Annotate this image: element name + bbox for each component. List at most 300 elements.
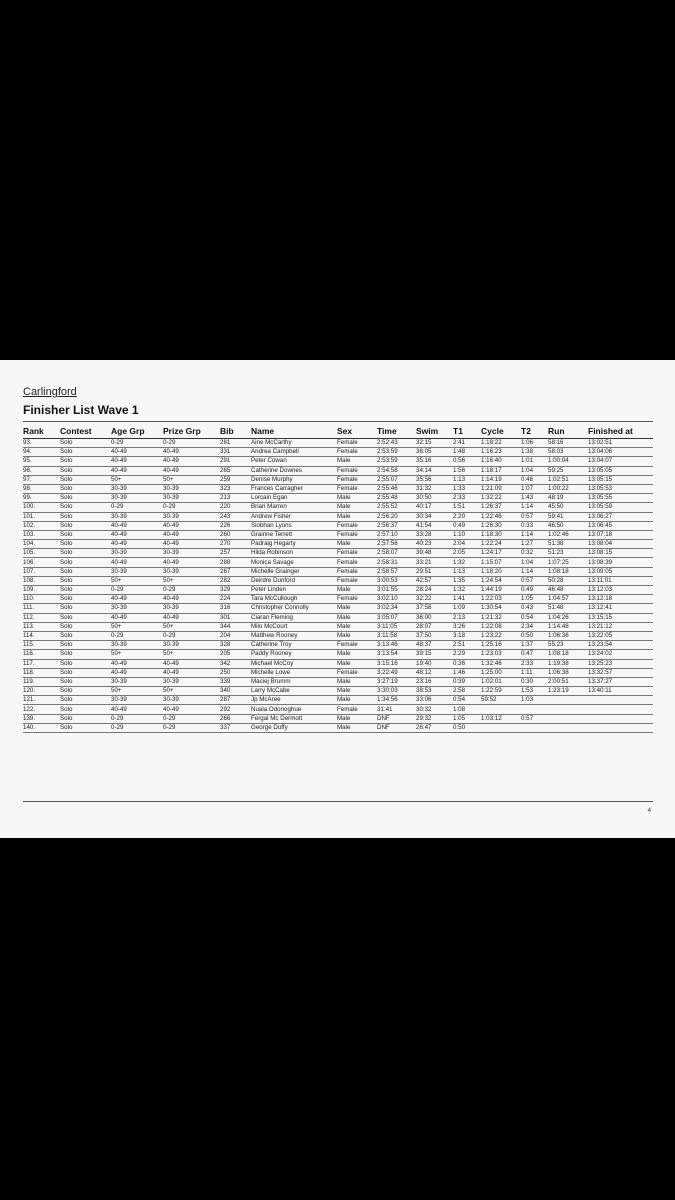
table-cell: 40-49	[163, 668, 220, 677]
table-cell: 40-49	[111, 521, 163, 530]
table-cell: 265	[220, 466, 251, 475]
table-cell: 1:25:00	[481, 668, 521, 677]
table-cell: Solo	[60, 567, 111, 576]
table-cell: 51:38	[548, 540, 588, 549]
table-cell: 112.	[23, 613, 60, 622]
table-cell: Matthew Rooney	[251, 631, 337, 640]
table-cell: 0:50	[453, 723, 481, 732]
table-cell: 40-49	[111, 466, 163, 475]
table-cell: 339	[220, 677, 251, 686]
table-cell: 224	[220, 595, 251, 604]
table-cell: 40-49	[163, 448, 220, 457]
table-cell: Female	[337, 549, 377, 558]
table-cell: 213	[220, 494, 251, 503]
table-cell: 51:23	[548, 549, 588, 558]
table-cell: 94.	[23, 448, 60, 457]
table-cell: 30-39	[111, 604, 163, 613]
table-row	[23, 484, 653, 493]
table-cell: 1:23:03	[481, 650, 521, 659]
table-row	[23, 558, 653, 567]
table-cell: 95.	[23, 457, 60, 466]
table-cell: 40-49	[163, 466, 220, 475]
table-cell: Catherine Downes	[251, 466, 337, 475]
table-cell: 0:56	[453, 457, 481, 466]
table-cell: 1:08:18	[548, 567, 588, 576]
table-cell: Solo	[60, 466, 111, 475]
table-cell: 1:32	[453, 586, 481, 595]
table-cell: 13:08:39	[588, 558, 653, 567]
column-header: Run	[548, 424, 588, 439]
table-cell: Michael McCoy	[251, 659, 337, 668]
table-cell: 331	[220, 448, 251, 457]
table-cell: 40-49	[111, 668, 163, 677]
table-cell: Solo	[60, 613, 111, 622]
table-cell: Male	[337, 677, 377, 686]
table-cell: 28:07	[416, 622, 453, 631]
table-cell	[588, 723, 653, 732]
table-cell: 1:21:32	[481, 613, 521, 622]
table-cell: 48:12	[416, 668, 453, 677]
table-cell: 1:05	[521, 595, 548, 604]
table-cell: 1:23:22	[481, 631, 521, 640]
table-cell: Male	[337, 696, 377, 705]
table-cell: Solo	[60, 687, 111, 696]
table-cell: 259	[220, 475, 251, 484]
table-cell: 114.	[23, 631, 60, 640]
table-cell: 2:29	[453, 650, 481, 659]
table-cell: 97.	[23, 475, 60, 484]
table-cell: 204	[220, 631, 251, 640]
table-cell: Solo	[60, 439, 111, 448]
table-cell: 13:40:11	[588, 687, 653, 696]
table-cell: 13:02:51	[588, 439, 653, 448]
table-cell: 1:34:56	[377, 696, 416, 705]
table-cell: George Duffy	[251, 723, 337, 732]
table-cell: 36:05	[416, 448, 453, 457]
table-cell: Male	[337, 494, 377, 503]
table-cell: 13:05:59	[588, 503, 653, 512]
table-row	[23, 567, 653, 576]
column-header: Name	[251, 424, 337, 439]
table-cell: 13:06:45	[588, 521, 653, 530]
table-cell: 0:39	[453, 677, 481, 686]
table-cell: 33:28	[416, 530, 453, 539]
table-cell: 1:18:20	[481, 567, 521, 576]
table-cell: 30-39	[163, 677, 220, 686]
table-cell: 1:26:37	[481, 503, 521, 512]
table-cell: 1:22:24	[481, 540, 521, 549]
table-cell: 260	[220, 530, 251, 539]
table-cell: 0:54	[453, 696, 481, 705]
table-cell: Male	[337, 586, 377, 595]
table-cell: Aine McCarthy	[251, 439, 337, 448]
table-cell: 40-49	[163, 595, 220, 604]
top-rule	[23, 421, 653, 422]
table-cell: 1:24:17	[481, 549, 521, 558]
table-cell: 0:49	[521, 586, 548, 595]
table-row	[23, 512, 653, 521]
table-cell: 2:05	[453, 549, 481, 558]
table-cell: 13:05:55	[588, 494, 653, 503]
table-cell: 2:34	[521, 622, 548, 631]
table-cell: 2:20	[453, 512, 481, 521]
column-header: Age Grp	[111, 424, 163, 439]
table-cell: Siobhan Lyons	[251, 521, 337, 530]
table-cell: 1:19:38	[548, 659, 588, 668]
table-cell: 1:10	[453, 530, 481, 539]
table-cell: Solo	[60, 659, 111, 668]
table-cell: 30:34	[416, 512, 453, 521]
table-cell: 58:16	[548, 439, 588, 448]
table-cell: 30-39	[111, 484, 163, 493]
table-cell: Solo	[60, 622, 111, 631]
table-cell: Lorcain Egan	[251, 494, 337, 503]
table-row	[23, 457, 653, 466]
table-cell: 2:52:43	[377, 439, 416, 448]
table-cell: 1:27	[521, 540, 548, 549]
table-cell: Ciaran Fleming	[251, 613, 337, 622]
column-header: Sex	[337, 424, 377, 439]
table-cell: 13:08:15	[588, 549, 653, 558]
table-cell: 33:21	[416, 558, 453, 567]
table-cell: Female	[337, 530, 377, 539]
table-cell: 1:04:26	[548, 613, 588, 622]
table-cell: 0:57	[521, 512, 548, 521]
table-cell: Male	[337, 540, 377, 549]
table-cell: 1:53	[521, 687, 548, 696]
table-cell: 110.	[23, 595, 60, 604]
table-cell: 13:12:18	[588, 595, 653, 604]
table-cell: 0-29	[111, 714, 163, 723]
table-cell: 115.	[23, 641, 60, 650]
table-cell	[548, 696, 588, 705]
table-row	[23, 613, 653, 622]
table-cell: 288	[220, 558, 251, 567]
table-cell	[481, 723, 521, 732]
table-cell: 40-49	[111, 540, 163, 549]
table-cell: 50+	[163, 576, 220, 585]
table-row	[23, 439, 653, 448]
table-cell: 1:23:19	[548, 687, 588, 696]
table-cell: 1:08	[453, 705, 481, 714]
table-cell: 38:53	[416, 687, 453, 696]
table-cell: Male	[337, 613, 377, 622]
table-cell: 30-39	[163, 494, 220, 503]
table-cell: 0:54	[521, 613, 548, 622]
table-cell: 1:18:22	[481, 439, 521, 448]
table-cell: 13:04:07	[588, 457, 653, 466]
table-cell: 1:07:25	[548, 558, 588, 567]
table-cell: 19:40	[416, 659, 453, 668]
table-cell: 113.	[23, 622, 60, 631]
table-cell: Catherine Troy	[251, 641, 337, 650]
table-cell: Female	[337, 567, 377, 576]
table-cell: 36:00	[416, 613, 453, 622]
table-row	[23, 494, 653, 503]
table-cell: 328	[220, 641, 251, 650]
table-cell: 40-49	[163, 705, 220, 714]
table-cell: 1:21:09	[481, 484, 521, 493]
table-cell: 2:54:58	[377, 466, 416, 475]
table-cell: 1:22:46	[481, 512, 521, 521]
table-cell: 40-49	[163, 521, 220, 530]
table-cell: 50+	[111, 687, 163, 696]
table-cell: 2:56:20	[377, 512, 416, 521]
table-cell: 1:44:19	[481, 586, 521, 595]
table-cell: 2:55:07	[377, 475, 416, 484]
table-cell: 23:16	[416, 677, 453, 686]
table-cell: Christopher Connolly	[251, 604, 337, 613]
table-cell	[481, 705, 521, 714]
table-cell: Solo	[60, 696, 111, 705]
table-cell: 2:58:57	[377, 567, 416, 576]
table-cell: 1:14	[521, 503, 548, 512]
table-cell: 1:02:46	[548, 530, 588, 539]
table-cell: Fergal Mc Dermott	[251, 714, 337, 723]
table-cell: Padraig Hegarty	[251, 540, 337, 549]
table-row	[23, 530, 653, 539]
table-cell: 30-39	[111, 512, 163, 521]
table-cell: 316	[220, 604, 251, 613]
table-cell: 13:24:02	[588, 650, 653, 659]
table-cell: 2:57:10	[377, 530, 416, 539]
table-cell: Andrew Fisher	[251, 512, 337, 521]
column-header: Prize Grp	[163, 424, 220, 439]
table-row	[23, 521, 653, 530]
table-cell: 3:00:53	[377, 576, 416, 585]
table-cell: 30-39	[111, 641, 163, 650]
table-cell: 103.	[23, 530, 60, 539]
table-cell: Female	[337, 475, 377, 484]
table-cell: 100.	[23, 503, 60, 512]
table-cell: 40-49	[111, 558, 163, 567]
table-cell: 0:50	[521, 631, 548, 640]
table-cell: 40-49	[111, 705, 163, 714]
table-cell: 1:22:08	[481, 622, 521, 631]
table-cell: 226	[220, 521, 251, 530]
table-cell: 30:32	[416, 705, 453, 714]
table-cell: 1:04	[521, 558, 548, 567]
table-cell: 37:58	[416, 604, 453, 613]
table-cell: 267	[220, 567, 251, 576]
table-row	[23, 503, 653, 512]
table-cell: Solo	[60, 705, 111, 714]
table-cell: 0:32	[521, 549, 548, 558]
table-cell: 13:12:03	[588, 586, 653, 595]
table-cell: 1:32:46	[481, 659, 521, 668]
table-cell: Solo	[60, 521, 111, 530]
results-page	[0, 360, 675, 838]
table-cell: 55:23	[548, 641, 588, 650]
table-cell: 32:22	[416, 595, 453, 604]
table-cell: 1:56	[453, 466, 481, 475]
table-cell: 50+	[111, 475, 163, 484]
column-header: Contest	[60, 424, 111, 439]
table-cell: 2:58:31	[377, 558, 416, 567]
table-cell: Male	[337, 622, 377, 631]
table-cell: 32:15	[416, 439, 453, 448]
table-cell: 40-49	[163, 457, 220, 466]
table-row	[23, 696, 653, 705]
table-row	[23, 475, 653, 484]
table-cell: 2:58	[453, 687, 481, 696]
table-cell: Female	[337, 521, 377, 530]
table-cell: Milo McCourt	[251, 622, 337, 631]
table-cell: 1:14:48	[548, 622, 588, 631]
table-cell: 3:11:05	[377, 622, 416, 631]
table-cell: Solo	[60, 650, 111, 659]
table-cell: 2:13	[453, 613, 481, 622]
table-cell: 30-39	[111, 494, 163, 503]
table-cell: Solo	[60, 714, 111, 723]
table-cell: 0-29	[163, 631, 220, 640]
table-cell: 0-29	[111, 439, 163, 448]
column-header: Swim	[416, 424, 453, 439]
table-cell: DNF	[377, 714, 416, 723]
table-cell	[588, 714, 653, 723]
table-cell	[521, 723, 548, 732]
table-cell: 59:41	[548, 512, 588, 521]
table-cell: 13:22:05	[588, 631, 653, 640]
table-cell: Tara McCullough	[251, 595, 337, 604]
table-cell: 1:01	[521, 457, 548, 466]
table-cell: 59:52	[481, 696, 521, 705]
table-cell: 243	[220, 512, 251, 521]
table-cell	[548, 723, 588, 732]
table-cell: 2:55:48	[377, 494, 416, 503]
table-cell: 281	[220, 439, 251, 448]
table-cell: 120.	[23, 687, 60, 696]
table-cell: 2:56:37	[377, 521, 416, 530]
table-cell: 13:08:04	[588, 540, 653, 549]
table-cell: Male	[337, 714, 377, 723]
table-cell: 111.	[23, 604, 60, 613]
table-cell: Brian Marren	[251, 503, 337, 512]
table-cell: 1:06:38	[548, 668, 588, 677]
column-header: Time	[377, 424, 416, 439]
table-cell: 50+	[111, 650, 163, 659]
table-cell: 30-39	[111, 696, 163, 705]
table-cell: Solo	[60, 668, 111, 677]
table-cell: 39:15	[416, 650, 453, 659]
table-cell: Solo	[60, 457, 111, 466]
table-cell: 1:06:36	[548, 631, 588, 640]
table-cell: 3:30:03	[377, 687, 416, 696]
table-cell: 3:22:49	[377, 668, 416, 677]
table-cell: 344	[220, 622, 251, 631]
table-cell: 257	[220, 549, 251, 558]
table-cell: 40-49	[163, 558, 220, 567]
table-body	[23, 439, 653, 733]
bottom-rule	[23, 801, 653, 802]
table-cell: Peter Linden	[251, 586, 337, 595]
table-cell: 1:02:01	[481, 677, 521, 686]
table-cell: 2:53:59	[377, 448, 416, 457]
table-cell: 2:33	[453, 494, 481, 503]
table-cell: 287	[220, 696, 251, 705]
table-cell: 1:00:04	[548, 457, 588, 466]
table-cell: Solo	[60, 576, 111, 585]
table-cell: 46:50	[548, 521, 588, 530]
table-cell: 40-49	[111, 595, 163, 604]
table-cell: 1:26:30	[481, 521, 521, 530]
table-cell: Solo	[60, 549, 111, 558]
table-cell: Female	[337, 668, 377, 677]
table-cell: 270	[220, 540, 251, 549]
table-cell: 96.	[23, 466, 60, 475]
table-cell: Solo	[60, 540, 111, 549]
table-cell: 13:06:27	[588, 512, 653, 521]
table-cell: 48:37	[416, 641, 453, 650]
table-cell: 106.	[23, 558, 60, 567]
table-cell: 35:56	[416, 475, 453, 484]
table-cell: 1:04:57	[548, 595, 588, 604]
table-cell: 1:11	[521, 668, 548, 677]
table-cell: 3:15:16	[377, 659, 416, 668]
table-cell: 1:25:16	[481, 641, 521, 650]
table-row	[23, 631, 653, 640]
table-cell: 1:18:30	[481, 530, 521, 539]
table-cell: 30-39	[163, 696, 220, 705]
table-cell: 0:30	[521, 677, 548, 686]
table-cell: Deirdre Dunford	[251, 576, 337, 585]
table-cell: 30-39	[111, 677, 163, 686]
table-cell: 104.	[23, 540, 60, 549]
table-cell: 3:11:58	[377, 631, 416, 640]
table-cell: 13:11:01	[588, 576, 653, 585]
table-cell: 30-39	[163, 512, 220, 521]
table-cell: 40-49	[111, 530, 163, 539]
table-row	[23, 677, 653, 686]
table-cell: 40-49	[163, 659, 220, 668]
table-cell: 0-29	[163, 439, 220, 448]
table-cell: 40-49	[163, 613, 220, 622]
table-header	[23, 424, 653, 439]
table-cell: 33:06	[416, 696, 453, 705]
table-cell: Male	[337, 631, 377, 640]
table-cell: 122.	[23, 705, 60, 714]
table-cell: Solo	[60, 641, 111, 650]
table-cell: 0:46	[521, 475, 548, 484]
table-row	[23, 595, 653, 604]
column-header: Cycle	[481, 424, 521, 439]
table-cell: 35:16	[416, 457, 453, 466]
table-cell: 1:41	[453, 595, 481, 604]
table-cell	[521, 705, 548, 714]
table-cell: 2:53:59	[377, 457, 416, 466]
table-cell: 291	[220, 457, 251, 466]
table-cell: 1:35	[453, 576, 481, 585]
table-cell: 13:23:54	[588, 641, 653, 650]
table-cell: 13:05:05	[588, 466, 653, 475]
table-cell: 2:51	[453, 641, 481, 650]
table-cell: 13:05:53	[588, 484, 653, 493]
table-cell: Female	[337, 576, 377, 585]
table-cell: 329	[220, 586, 251, 595]
table-cell: 301	[220, 613, 251, 622]
table-cell: 3:02:34	[377, 604, 416, 613]
table-cell: 2:33	[521, 659, 548, 668]
table-cell: 0-29	[111, 503, 163, 512]
table-cell: 121.	[23, 696, 60, 705]
table-cell: 1:32:22	[481, 494, 521, 503]
table-cell: 140.	[23, 723, 60, 732]
table-cell: 1:14	[521, 530, 548, 539]
table-cell: 1:03	[521, 696, 548, 705]
table-cell: Michelle Lowe	[251, 668, 337, 677]
table-cell: 50+	[111, 622, 163, 631]
table-cell: 0-29	[111, 723, 163, 732]
